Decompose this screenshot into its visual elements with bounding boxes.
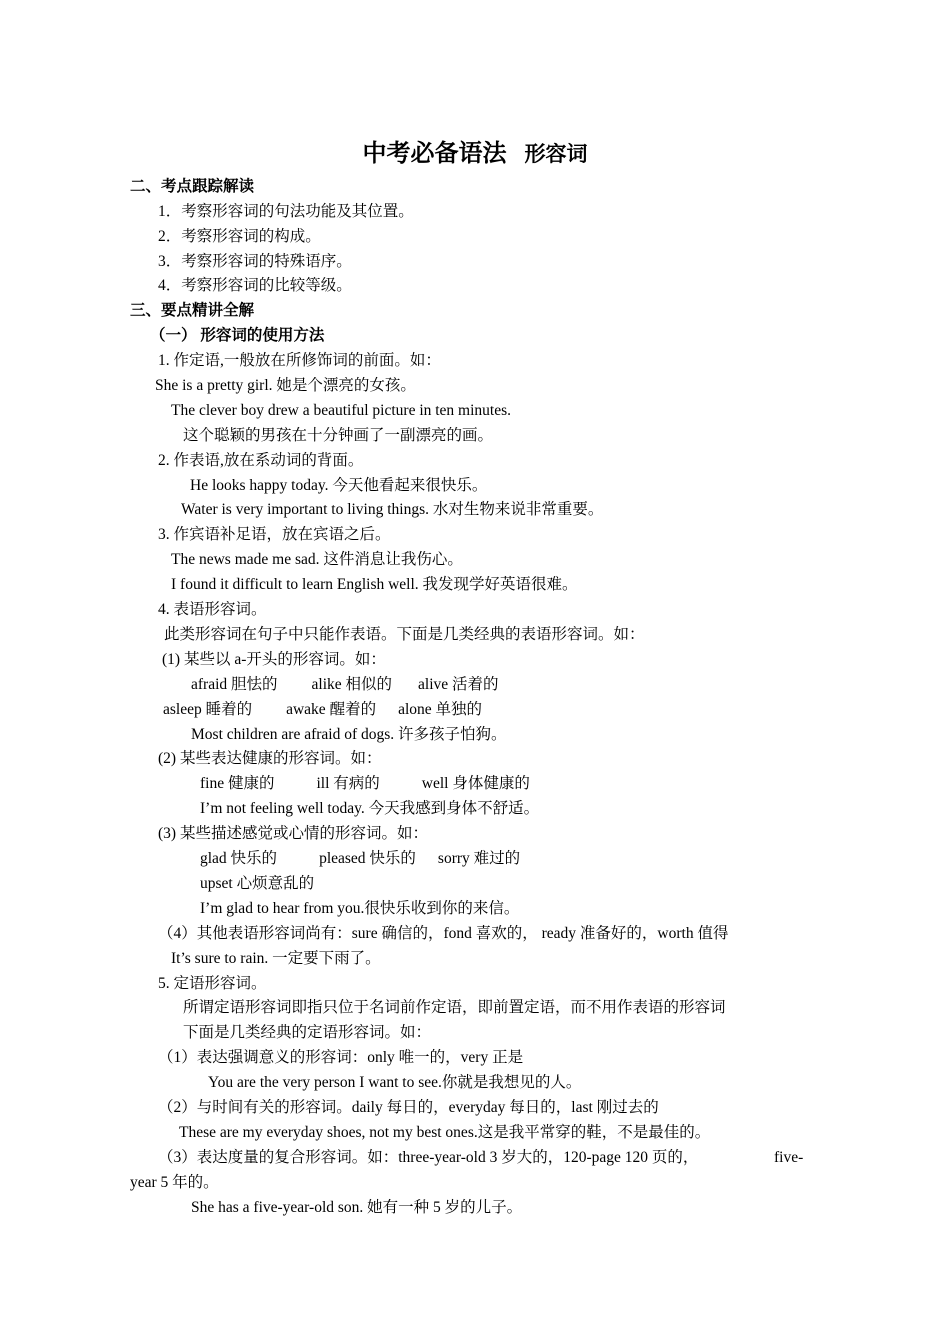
text-line: （2）与时间有关的形容词。daily 每日的，everyday 每日的，last 刚过去的 <box>158 1099 659 1116</box>
word-item: asleep 睡着的 <box>163 701 253 718</box>
text-line: （1）表达强调意义的形容词：only 唯一的，very 正是 <box>158 1049 524 1066</box>
text-line: 4．考察形容词的比较等级。 <box>158 277 352 294</box>
text-line: 1. 作定语,一般放在所修饰词的前面。如： <box>158 352 441 369</box>
word-item: upset 心烦意乱的 <box>200 875 315 892</box>
word-item: well 身体健康的 <box>421 775 530 792</box>
example-translation: 这个聪颖的男孩在十分钟画了一副漂亮的画。 <box>183 427 494 444</box>
word-item: alike 相似的 <box>311 676 393 693</box>
example-line: The news made me sad. 这件消息让我伤心。 <box>171 551 463 568</box>
example-line: He looks happy today. 今天他看起来很快乐。 <box>190 477 488 494</box>
example-line: I’m glad to hear from you.很快乐收到你的来信。 <box>200 900 520 917</box>
text-line: year 5 年的。 <box>130 1174 219 1191</box>
example-line: Most children are afraid of dogs. 许多孩子怕狗。 <box>191 726 507 743</box>
text-line-wrap: five- <box>774 1149 804 1166</box>
example-line: Water is very important to living things. 水对生物来说非常重要。 <box>181 501 604 518</box>
section-heading-2: 二、考点跟踪解读 <box>130 178 255 195</box>
example-line: It’s sure to rain. 一定要下雨了。 <box>171 950 381 967</box>
text-line: 3．考察形容词的特殊语序。 <box>158 253 352 270</box>
text-line: 下面是几类经典的定语形容词。如： <box>183 1024 432 1041</box>
text-line: 此类形容词在句子中只能作表语。下面是几类经典的表语形容词。如： <box>164 626 645 643</box>
example-line: The clever boy drew a beautiful picture in ten minutes. <box>171 402 512 419</box>
word-item: fine 健康的 <box>200 775 275 792</box>
word-item: alone 单独的 <box>398 701 483 718</box>
word-item: sorry 难过的 <box>437 850 521 867</box>
text-line: 2．考察形容词的构成。 <box>158 228 321 245</box>
page-title <box>0 133 950 168</box>
title-main: 中考必备语法 <box>362 141 507 167</box>
word-item: awake 醒着的 <box>286 701 377 718</box>
example-line: These are my everyday shoes, not my best ones.这是我平常穿的鞋，不是最佳的。 <box>179 1124 711 1141</box>
word-list-row <box>191 675 499 695</box>
text-line: （4）其他表语形容词尚有：sure 确信的，fond 喜欢的， ready 准备好的，worth 值得 <box>158 925 729 942</box>
title-subtitle: 形容词 <box>524 142 588 166</box>
text-line: (2) 某些表达健康的形容词。如： <box>158 750 382 767</box>
word-item: glad 快乐的 <box>200 850 278 867</box>
word-item: alive 活着的 <box>418 676 499 693</box>
text-line: （3）表达度量的复合形容词。如：three-year-old 3 岁大的，120-page 120 页的， <box>158 1149 699 1166</box>
text-line: 4. 表语形容词。 <box>158 601 267 618</box>
subsection-heading: （一） 形容词的使用方法 <box>150 327 325 344</box>
section-heading-3: 三、要点精讲全解 <box>130 302 255 319</box>
text-line: 5. 定语形容词。 <box>158 975 267 992</box>
example-line: She is a pretty girl. 她是个漂亮的女孩。 <box>155 377 416 394</box>
word-list-row <box>163 700 482 720</box>
text-line: 3. 作宾语补足语，放在宾语之后。 <box>158 526 391 543</box>
word-item: pleased 快乐的 <box>319 850 416 867</box>
text-line: 所谓定语形容词即指只位于名词前作定语，即前置定语，而不用作表语的形容词 <box>183 999 726 1016</box>
example-line: I’m not feeling well today. 今天我感到身体不舒适。 <box>200 800 540 817</box>
word-item: ill 有病的 <box>316 775 380 792</box>
example-line: I found it difficult to learn English well. 我发现学好英语很难。 <box>171 576 578 593</box>
example-line: She has a five-year-old son. 她有一种 5 岁的儿子。 <box>191 1199 523 1216</box>
word-item: afraid 胆怯的 <box>191 676 278 693</box>
text-line: 2. 作表语,放在系动词的背面。 <box>158 452 364 469</box>
example-line: You are the very person I want to see.你就是我想见的人。 <box>208 1074 582 1091</box>
text-line: (1) 某些以 a-开头的形容词。如： <box>162 651 386 668</box>
text-line: 1．考察形容词的句法功能及其位置。 <box>158 203 414 220</box>
word-list-row <box>200 849 520 869</box>
text-line: (3) 某些描述感觉或心情的形容词。如： <box>158 825 428 842</box>
word-list-row <box>200 774 530 794</box>
